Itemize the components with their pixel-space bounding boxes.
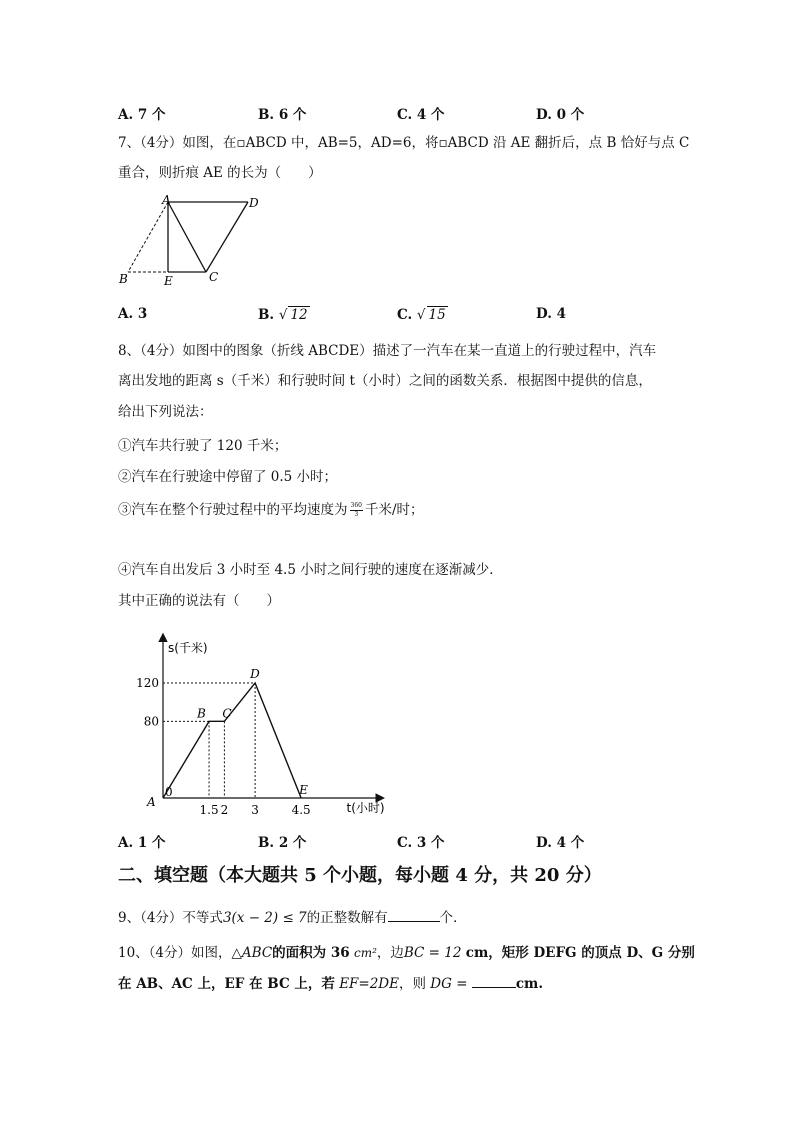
q7-option-d[interactable]: D. 4 bbox=[536, 306, 567, 322]
q10-answer-blank[interactable] bbox=[472, 987, 516, 988]
q9-stem: 9、（4分）不等式3(x − 2) ≤ 7的正整数解有 个． bbox=[118, 910, 467, 926]
y-axis-label: s(千米) bbox=[168, 641, 208, 655]
section-2-heading: 二、填空题（本大题共 5 个小题，每小题 4 分，共 20 分） bbox=[118, 865, 602, 886]
q8-question: 其中正确的说法有（ ） bbox=[118, 593, 280, 609]
y-tick-label-120: 120 bbox=[136, 676, 159, 690]
origin-label: 0 bbox=[165, 785, 173, 799]
x-tick-label-3: 3 bbox=[251, 803, 259, 817]
q10-stem-line2: 在 AB、AC 上，EF 在 BC 上，若 EF=2DE，则 DG = cm. bbox=[118, 976, 544, 992]
series-line-abcde bbox=[163, 683, 301, 798]
point-label-a: A bbox=[147, 795, 156, 809]
q6-option-b[interactable]: B. 6 个 bbox=[258, 107, 307, 123]
sqrt-15: 15 bbox=[428, 307, 446, 323]
sqrt-12: 12 bbox=[290, 307, 308, 323]
label-c: C bbox=[209, 270, 219, 284]
q8-stem-line3: 给出下列说法： bbox=[118, 404, 213, 420]
segment-ac bbox=[168, 202, 206, 272]
segment-ab-dashed bbox=[128, 202, 168, 272]
q8-stem-line2: 离出发地的距离 s（千米）和行驶时间 t（小时）之间的函数关系．根据图中提供的信息， bbox=[118, 373, 652, 389]
q8-option-c[interactable]: C. 3 个 bbox=[397, 835, 445, 851]
segment-dc bbox=[206, 202, 248, 272]
point-label-b: B bbox=[197, 706, 206, 721]
point-label-c: C bbox=[222, 706, 232, 721]
q8-stem-line1: 8、（4分）如图中的图象（折线 ABCDE）描述了一汽车在某一直道上的行驶过程中，汽车 bbox=[118, 343, 657, 359]
q7-parallelogram-figure bbox=[110, 192, 280, 292]
label-a: A bbox=[162, 193, 171, 207]
q7-option-a[interactable]: A. 3 bbox=[118, 306, 148, 322]
y-tick-label-80: 80 bbox=[143, 714, 159, 729]
q7-option-c[interactable]: C. √ 15 bbox=[397, 307, 446, 323]
q7-option-b[interactable]: B. √ 12 bbox=[258, 307, 308, 323]
q8-statement-2: ②汽车在行驶途中停留了 0.5 小时； bbox=[118, 469, 338, 485]
label-e: E bbox=[164, 274, 173, 288]
q10-stem-line1: 10、（4分）如图，△ABC的面积为 36 cm²，边BC = 12 cm，矩形 DEFG 的顶点 D、G 分别 bbox=[118, 945, 695, 961]
point-label-e: E bbox=[299, 783, 308, 797]
q6-option-c[interactable]: C. 4 个 bbox=[397, 107, 445, 123]
q8-statement-4: ④汽车自出发后 3 小时至 4.5 小时之间行驶的速度在逐渐减少． bbox=[118, 562, 503, 578]
q7-stem-line2: 重合，则折痕 AE 的长为（ ） bbox=[118, 165, 322, 181]
q8-distance-time-graph bbox=[135, 630, 395, 825]
label-d: D bbox=[249, 196, 259, 210]
x-axis-label: t(小时) bbox=[346, 801, 385, 815]
q9-answer-blank[interactable] bbox=[388, 921, 440, 922]
q8-option-d[interactable]: D. 4 个 bbox=[536, 835, 585, 851]
x-tick-label-4.5: 4.5 bbox=[291, 803, 311, 817]
q8-statement-3: ③汽车在整个行驶过程中的平均速度为 $\frac{360}{3}$ 千米/时； bbox=[118, 502, 424, 518]
q9-inequality: 3(x − 2) ≤ 7 bbox=[222, 910, 307, 926]
fraction-360-over-3: $\frac{360}{3}$ bbox=[350, 502, 362, 518]
q8-option-b[interactable]: B. 2 个 bbox=[258, 835, 307, 851]
q6-option-d[interactable]: D. 0 个 bbox=[536, 107, 585, 123]
q6-option-a[interactable]: A. 7 个 bbox=[118, 107, 166, 123]
x-tick-label-2: 2 bbox=[220, 803, 229, 817]
label-b: B bbox=[119, 272, 128, 286]
point-label-d: D bbox=[250, 667, 260, 681]
q8-option-a[interactable]: A. 1 个 bbox=[118, 835, 166, 851]
x-tick-label-1.5: 1.5 bbox=[199, 803, 219, 817]
q8-statement-1: ①汽车共行驶了 120 千米； bbox=[118, 438, 288, 454]
q7-stem-line1: 7、（4分）如图，在▫ABCD 中，AB=5，AD=6，将▫ABCD 沿 AE 翻折后，点 B 恰好与点 C bbox=[118, 135, 690, 151]
